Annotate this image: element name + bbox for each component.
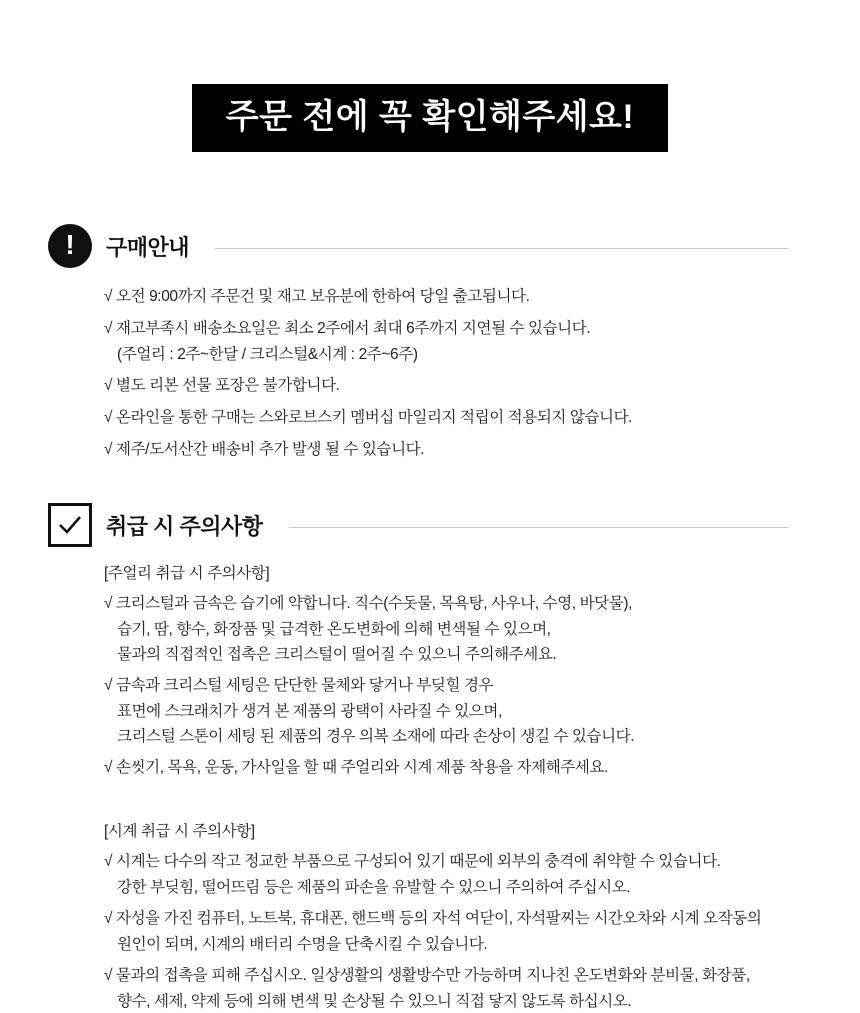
list-item: √ 자성을 가진 컴퓨터, 노트북, 휴대폰, 핸드백 등의 자석 여닫이, 자석팔찌는 시간오차와 시계 오작동의 xyxy=(104,910,762,927)
group-label: [주얼리 취급 시 주의사항] xyxy=(104,565,270,582)
handling-caution-list xyxy=(48,563,788,1013)
list-item-continuation: 강한 부딪힘, 떨어뜨림 등은 제품의 파손을 유발할 수 있으니 주의하여 주십시오. xyxy=(117,879,631,896)
section-handling-caution xyxy=(0,503,860,1013)
section-title-purchase: 구매안내 xyxy=(106,234,190,260)
list-item-continuation: 표면에 스크래치가 생겨 본 제품의 광택이 사라질 수 있으며, xyxy=(117,703,502,720)
section-title-handling: 취급 시 주의사항 xyxy=(106,513,263,539)
header-divider xyxy=(289,527,789,528)
list-item-continuation: 습기, 땀, 향수, 화장품 및 급격한 온도변화에 의해 변색될 수 있으며, xyxy=(117,621,551,638)
page-title: 주문 전에 꼭 확인해주세요! xyxy=(192,84,668,152)
list-item-continuation: 향수, 세제, 약제 등에 의해 변색 및 손상될 수 있으니 직접 닿지 않도록 하십시오. xyxy=(117,993,632,1010)
list-item: √ 금속과 크리스털 세팅은 단단한 물체와 닿거나 부딪힐 경우 xyxy=(104,677,494,694)
list-item: √ 제주/도서산간 배송비 추가 발생 될 수 있습니다. xyxy=(104,441,425,458)
list-item-continuation: 원인이 되며, 시계의 배터리 수명을 단축시킬 수 있습니다. xyxy=(117,936,488,953)
list-item: √ 별도 리본 선물 포장은 불가합니다. xyxy=(104,377,340,394)
list-item: √ 재고부족시 배송소요일은 최소 2주에서 최대 6주까지 지연될 수 있습니다. xyxy=(104,320,591,337)
section-purchase-guide xyxy=(0,224,860,461)
purchase-guide-list xyxy=(48,286,788,461)
list-item: √ 오전 9:00까지 주문건 및 재고 보유분에 한하여 당일 출고됩니다. xyxy=(104,288,530,305)
group-label: [시계 취급 시 주의사항] xyxy=(104,823,255,840)
list-item-continuation: 물과의 직접적인 접촉은 크리스털이 떨어질 수 있으니 주의해주세요. xyxy=(117,646,557,663)
list-item: √ 손씻기, 목욕, 운동, 가사일을 할 때 주얼리와 시계 제품 착용을 자제해주세요. xyxy=(104,759,608,776)
list-item: √ 온라인을 통한 구매는 스와로브스키 멤버십 마일리지 적립이 적용되지 않습니다. xyxy=(104,409,633,426)
list-item-continuation: 크리스털 스톤이 세팅 된 제품의 경우 의복 소재에 따라 손상이 생길 수 있습니다. xyxy=(117,728,635,745)
header-divider xyxy=(215,248,788,249)
list-item-continuation: (주얼리 : 2주~한달 / 크리스털&시계 : 2주~6주) xyxy=(117,346,418,363)
list-item: √ 물과의 접촉을 피해 주십시오. 일상생활의 생활방수만 가능하며 지나친 온도변화와 분비물, 화장품, xyxy=(104,967,750,984)
list-item: √ 크리스털과 금속은 습기에 약합니다. 직수(수돗물, 목욕탕, 사우나, 수영, 바닷물), xyxy=(104,595,632,612)
checkbox-square-icon xyxy=(48,503,92,547)
exclamation-glyph: ! xyxy=(65,229,75,260)
section-header xyxy=(48,224,788,268)
list-item: √ 시계는 다수의 작고 정교한 부품으로 구성되어 있기 때문에 외부의 충격에 취약할 수 있습니다. xyxy=(104,853,721,870)
list-spacer xyxy=(104,789,788,811)
title-banner-wrap xyxy=(0,0,860,152)
exclamation-circle-icon xyxy=(48,224,92,268)
section-header xyxy=(48,503,788,547)
